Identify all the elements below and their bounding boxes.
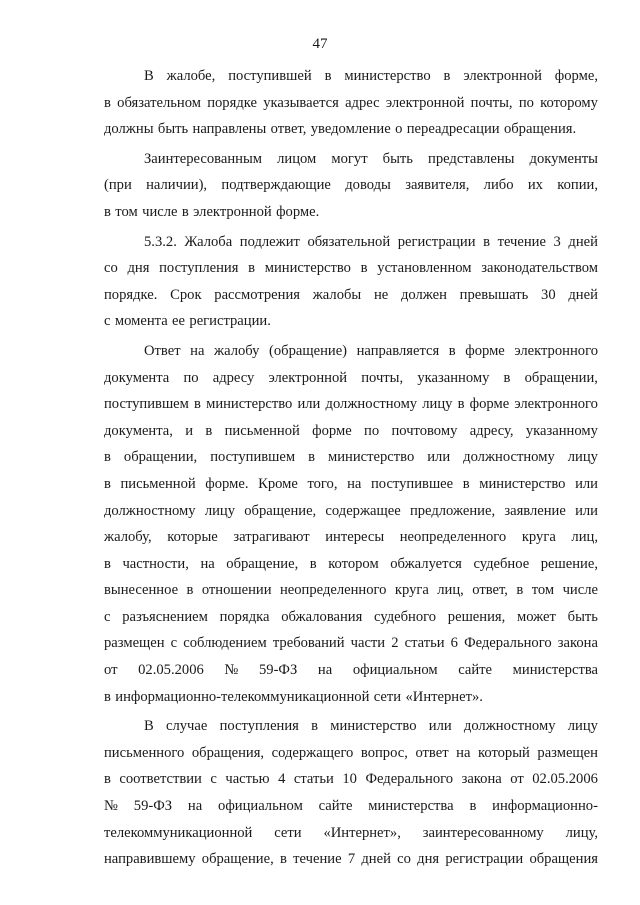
- text-word: уведомление: [310, 121, 391, 138]
- text-word: судебного: [374, 608, 437, 625]
- text-word: 10: [342, 771, 357, 788]
- text-word: в: [104, 449, 111, 466]
- text-word: должны: [104, 121, 154, 138]
- text-word: указывается: [263, 94, 339, 111]
- text-word: быть: [567, 608, 598, 625]
- text-word: обжалуется: [390, 555, 462, 572]
- text-word: наличии),: [146, 177, 208, 194]
- text-word: (обращение): [269, 342, 348, 359]
- text-word: подлежит: [239, 233, 300, 250]
- text-word: в: [462, 475, 470, 492]
- text-word: на: [187, 798, 203, 815]
- text-word: рассмотрения: [214, 286, 300, 303]
- text-line: [104, 793, 598, 820]
- text-word: обязательной: [307, 233, 391, 250]
- text-word: должностному: [463, 718, 556, 735]
- text-word: «Интернет»,: [323, 824, 401, 841]
- text-word: части: [350, 635, 386, 652]
- text-word: 59-ФЗ: [258, 662, 298, 679]
- text-word: судебное: [473, 555, 530, 572]
- text-word: министерства: [512, 662, 598, 679]
- text-word: порядке.: [104, 286, 158, 303]
- text-word: лицу: [567, 449, 598, 466]
- text-word: может: [517, 608, 556, 625]
- text-word: поступившем: [210, 449, 296, 466]
- text-word: обращение,: [201, 851, 274, 868]
- text-word: указанному: [525, 422, 598, 439]
- text-word: в: [104, 771, 111, 788]
- text-word: информационно-телекоммуникационной: [115, 688, 370, 705]
- text-word: форме.: [205, 475, 249, 492]
- text-word: поступившее: [371, 475, 454, 492]
- text-word: или: [428, 718, 452, 735]
- text-word: обращение,: [226, 555, 299, 572]
- text-word: статьи: [293, 771, 334, 788]
- text-line: [104, 365, 598, 392]
- text-word: статьи: [404, 635, 445, 652]
- text-word: в: [280, 851, 287, 868]
- text-line: [104, 577, 598, 604]
- text-word: в: [104, 555, 111, 572]
- text-word: лиц,: [571, 529, 598, 546]
- text-word: министерство: [344, 68, 431, 84]
- text-word: либо: [483, 177, 514, 194]
- text-word: размещен: [537, 744, 598, 761]
- text-word: должностному: [325, 396, 418, 413]
- text-word: 3: [553, 233, 561, 250]
- text-word: 6: [450, 635, 458, 652]
- text-word: и: [185, 422, 194, 439]
- text-word: решения,: [447, 608, 506, 625]
- text-word: по: [518, 94, 534, 111]
- text-word: на: [347, 475, 362, 492]
- text-line: [104, 657, 598, 684]
- text-word: в: [104, 475, 111, 492]
- text-word: в: [503, 369, 511, 386]
- text-word: сети: [373, 688, 402, 705]
- text-word: дня: [417, 851, 440, 868]
- text-word: документа,: [104, 422, 173, 439]
- text-word: требований: [272, 635, 345, 652]
- text-word: вопрос,: [360, 744, 408, 761]
- text-word: указанному: [417, 369, 490, 386]
- text-word: письменной: [120, 475, 196, 492]
- text-line: [104, 116, 598, 143]
- text-word: круга: [521, 529, 556, 546]
- text-word: обращении,: [123, 449, 198, 466]
- text-line: [104, 229, 598, 256]
- text-word: разъяснением: [122, 608, 208, 625]
- text-word: должен: [400, 286, 447, 303]
- text-word: размещен: [104, 635, 165, 652]
- text-word: или: [297, 396, 321, 413]
- text-word: обжалования: [281, 608, 363, 625]
- text-word: жалобе,: [166, 68, 216, 84]
- text-word: министерство: [328, 449, 415, 466]
- text-line: [104, 90, 598, 117]
- body-text: [104, 63, 598, 873]
- text-word: заинтересованному: [422, 824, 544, 841]
- text-word: дней: [361, 851, 391, 868]
- text-word: 5.3.2.: [144, 233, 177, 250]
- text-line: [104, 684, 598, 711]
- text-line: [104, 630, 598, 657]
- text-word: превышать: [459, 286, 529, 303]
- text-word: жалобы: [312, 286, 362, 303]
- text-word: документы: [529, 150, 598, 167]
- text-word: министерство: [206, 396, 293, 413]
- text-word: того,: [307, 475, 338, 492]
- text-word: министерство: [330, 718, 417, 735]
- text-word: 7: [347, 851, 356, 868]
- text-word: или: [575, 502, 598, 519]
- text-word: с: [170, 635, 178, 652]
- text-word: №: [104, 798, 118, 815]
- text-word: 30: [541, 286, 556, 303]
- text-word: в: [186, 582, 194, 599]
- text-word: содержащее: [325, 502, 401, 519]
- text-word: от: [104, 662, 118, 679]
- text-word: «Интернет».: [405, 688, 483, 705]
- text-word: обращения,: [191, 744, 265, 761]
- text-word: могут: [331, 150, 368, 167]
- text-word: должностному: [104, 502, 196, 519]
- text-word: телекоммуникационной: [104, 824, 253, 841]
- text-word: лицом: [277, 150, 317, 167]
- text-word: в: [483, 233, 490, 250]
- text-word: заявителя,: [405, 177, 470, 194]
- text-word: 4: [278, 771, 286, 788]
- text-word: форме: [469, 396, 510, 413]
- text-word: в: [308, 449, 315, 466]
- text-word: электронной: [268, 369, 348, 386]
- text-word: на: [317, 662, 333, 679]
- text-word: жалобу: [214, 342, 260, 359]
- text-word: направившему: [104, 851, 196, 868]
- text-word: форме,: [554, 68, 598, 84]
- text-word: форме: [465, 342, 505, 359]
- text-word: почты,: [470, 94, 513, 111]
- text-word: регистрации.: [189, 313, 271, 330]
- text-line: [104, 338, 598, 365]
- text-word: дней: [568, 286, 598, 303]
- text-line: [104, 820, 598, 847]
- text-word: или: [575, 475, 598, 492]
- text-word: электронной: [463, 68, 542, 84]
- text-word: 59-ФЗ: [133, 798, 173, 815]
- text-word: по: [364, 422, 380, 439]
- text-word: в: [443, 68, 451, 84]
- text-word: электронной: [193, 203, 272, 220]
- text-line: [104, 199, 598, 226]
- text-word: Заинтересованным: [144, 150, 263, 167]
- text-word: форме.: [276, 203, 320, 220]
- text-word: в: [311, 718, 319, 735]
- text-word: поступления: [219, 718, 299, 735]
- text-word: круга: [394, 582, 429, 599]
- text-word: том: [115, 203, 138, 220]
- text-word: дней: [568, 233, 598, 250]
- text-line: [104, 63, 598, 90]
- text-line: [104, 766, 598, 793]
- text-word: Жалоба: [184, 233, 233, 250]
- text-word: письменного: [104, 744, 185, 761]
- text-word: с: [104, 313, 111, 330]
- text-word: почтовому: [391, 422, 458, 439]
- text-word: сайте: [458, 662, 493, 679]
- text-word: неопределенного: [279, 582, 387, 599]
- text-word: не: [373, 286, 389, 303]
- text-word: установленном: [377, 260, 472, 277]
- text-word: Срок: [170, 286, 202, 303]
- text-word: дня: [127, 260, 150, 277]
- text-word: закона: [461, 771, 502, 788]
- text-word: быть: [382, 150, 413, 167]
- text-word: в: [469, 798, 477, 815]
- text-word: в: [248, 260, 256, 277]
- text-word: №: [224, 662, 239, 679]
- text-word: о: [395, 121, 403, 138]
- text-word: письменной: [224, 422, 300, 439]
- text-word: быть: [157, 121, 189, 138]
- text-word: ответ: [415, 744, 449, 761]
- text-word: ее: [172, 313, 186, 330]
- text-word: информационно-: [492, 798, 598, 815]
- text-word: жалобу,: [104, 529, 152, 546]
- text-word: который: [477, 744, 530, 761]
- text-line: [104, 172, 598, 199]
- text-word: направлены: [192, 121, 267, 138]
- text-word: Федерального: [464, 635, 552, 652]
- text-word: лиц,: [437, 582, 464, 599]
- text-word: доводы: [345, 177, 391, 194]
- text-word: со: [104, 260, 118, 277]
- text-word: регистрации: [397, 233, 476, 250]
- text-word: подтверждающие: [221, 177, 331, 194]
- text-word: 02.05.2006: [138, 662, 204, 679]
- text-word: течение: [497, 233, 546, 250]
- text-word: случае: [165, 718, 208, 735]
- text-word: на: [200, 555, 215, 572]
- text-word: должностному: [463, 449, 555, 466]
- text-word: (при: [104, 177, 132, 194]
- text-line: [104, 255, 598, 282]
- text-word: момента: [114, 313, 168, 330]
- text-word: адрес: [345, 94, 380, 111]
- text-word: 2: [391, 635, 399, 652]
- text-word: министерства: [368, 798, 454, 815]
- text-word: которые: [167, 529, 218, 546]
- text-word: форме: [312, 422, 352, 439]
- text-word: документа: [104, 369, 170, 386]
- text-line: [104, 498, 598, 525]
- text-word: в: [194, 396, 201, 413]
- text-line: [104, 308, 598, 335]
- text-word: в: [104, 688, 111, 705]
- text-word: затрагивают: [233, 529, 310, 546]
- text-line: [104, 740, 598, 767]
- text-word: в: [457, 396, 465, 413]
- text-word: интересы: [325, 529, 385, 546]
- text-word: решение,: [540, 555, 598, 572]
- text-word: обращение,: [244, 502, 317, 519]
- text-line: [104, 444, 598, 471]
- text-word: лицу: [204, 502, 236, 519]
- text-word: ответ,: [270, 121, 307, 138]
- text-word: министерство: [264, 260, 351, 277]
- text-word: поступления: [159, 260, 239, 277]
- text-line: [104, 282, 598, 309]
- text-word: законодательством: [481, 260, 598, 277]
- text-line: [104, 551, 598, 578]
- text-word: В: [144, 718, 154, 735]
- text-word: которому: [540, 94, 598, 111]
- text-word: отношении: [201, 582, 272, 599]
- text-word: по: [183, 369, 199, 386]
- text-word: в: [104, 94, 111, 111]
- text-word: лицу,: [565, 824, 598, 841]
- text-word: частности,: [122, 555, 189, 572]
- text-word: от: [510, 771, 524, 788]
- text-word: копии,: [557, 177, 598, 194]
- text-word: на: [456, 744, 471, 761]
- text-word: представлены: [428, 150, 515, 167]
- text-word: в: [205, 422, 213, 439]
- text-word: официальном: [218, 798, 303, 815]
- text-word: регистрации: [445, 851, 524, 868]
- text-word: электронного: [514, 396, 598, 413]
- text-word: министерство: [479, 475, 566, 492]
- text-word: поступившей: [228, 68, 312, 84]
- text-word: В: [144, 68, 154, 84]
- text-word: числе: [142, 203, 178, 220]
- text-word: их: [527, 177, 543, 194]
- text-word: Федерального: [365, 771, 454, 788]
- text-line: [104, 146, 598, 173]
- text-word: со: [397, 851, 411, 868]
- text-word: обращения.: [503, 121, 577, 138]
- text-word: лицу: [567, 718, 598, 735]
- text-word: течение: [293, 851, 342, 868]
- text-line: [104, 846, 598, 873]
- text-word: электронной: [385, 94, 465, 111]
- text-word: сайте: [318, 798, 353, 815]
- text-word: сети: [274, 824, 302, 841]
- text-word: предложение,: [409, 502, 496, 519]
- text-word: в: [181, 203, 189, 220]
- text-word: ответ,: [472, 582, 508, 599]
- text-word: 02.05.2006: [532, 771, 598, 788]
- text-word: числе: [562, 582, 598, 599]
- text-word: почты,: [361, 369, 404, 386]
- text-word: в: [309, 555, 317, 572]
- text-word: поступившем: [104, 396, 189, 413]
- text-word: соблюдением: [183, 635, 267, 652]
- text-line: [104, 713, 598, 740]
- text-line: [104, 471, 598, 498]
- text-word: частью: [225, 771, 270, 788]
- text-word: в: [448, 342, 456, 359]
- text-word: официальном: [352, 662, 438, 679]
- text-word: в: [360, 260, 368, 277]
- text-word: Кроме: [258, 475, 298, 492]
- text-word: с: [210, 771, 217, 788]
- text-word: Ответ: [144, 342, 181, 359]
- page-number: 47: [312, 36, 328, 52]
- text-word: электронного: [514, 342, 598, 359]
- text-word: адресу,: [469, 422, 514, 439]
- text-word: или: [427, 449, 451, 466]
- text-word: на: [190, 342, 205, 359]
- text-line: [104, 391, 598, 418]
- text-word: направляется: [356, 342, 440, 359]
- text-word: соответствии: [119, 771, 202, 788]
- text-word: содержащего: [271, 744, 354, 761]
- text-word: закона: [557, 635, 598, 652]
- text-line: [104, 418, 598, 445]
- text-line: [104, 524, 598, 551]
- text-line: [104, 604, 598, 631]
- text-word: том: [531, 582, 555, 599]
- text-word: в: [324, 68, 332, 84]
- text-word: адресу: [212, 369, 255, 386]
- text-word: в: [516, 582, 524, 599]
- text-word: переадресации: [406, 121, 500, 138]
- text-word: порядка: [219, 608, 270, 625]
- text-word: в: [104, 203, 111, 220]
- text-word: порядке: [207, 94, 257, 111]
- text-word: с: [104, 608, 111, 625]
- text-word: котором: [328, 555, 379, 572]
- text-word: заявление: [504, 502, 566, 519]
- text-word: вынесенное: [104, 582, 179, 599]
- text-word: обязательном: [117, 94, 201, 111]
- text-word: неопределенного: [399, 529, 507, 546]
- text-word: обращения: [529, 851, 598, 868]
- text-word: лицу: [422, 396, 453, 413]
- text-word: обращении,: [524, 369, 598, 386]
